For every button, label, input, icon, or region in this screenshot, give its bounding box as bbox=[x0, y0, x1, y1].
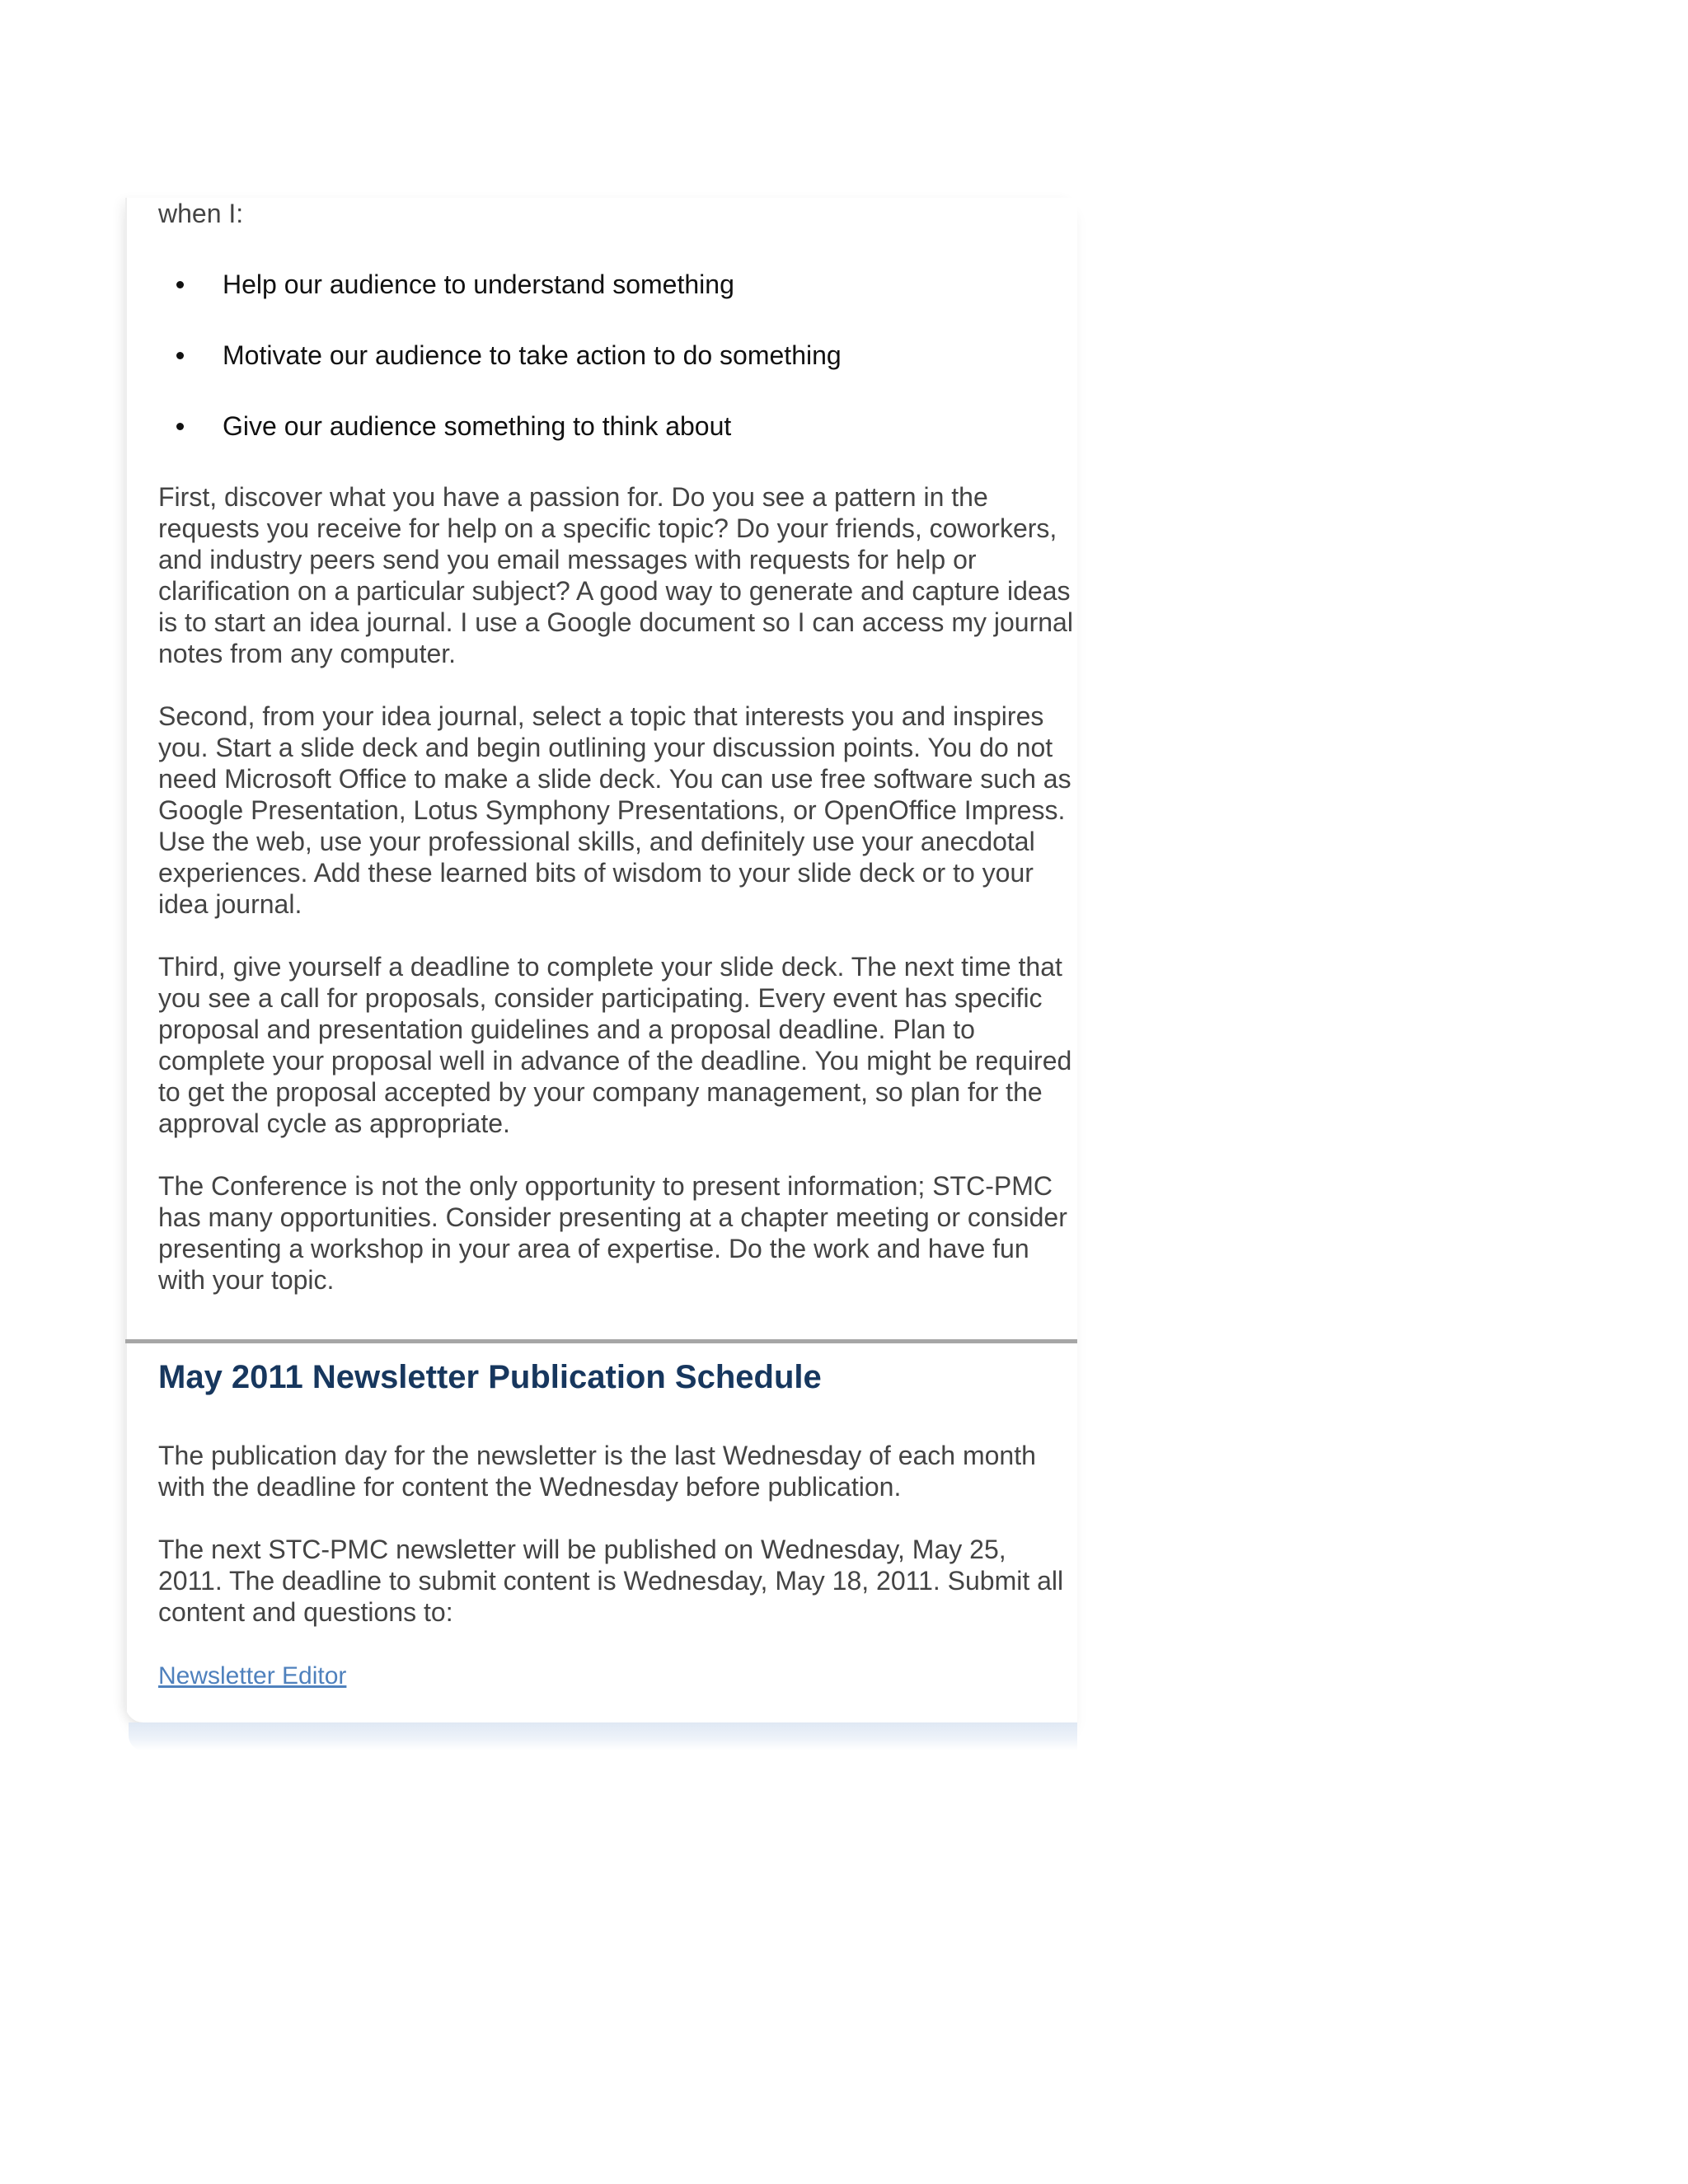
list-item bbox=[158, 340, 1073, 371]
bullet-icon bbox=[176, 423, 184, 430]
lead-text: when I: bbox=[158, 199, 244, 228]
article-body bbox=[158, 198, 1073, 1327]
newsletter-card bbox=[125, 198, 1077, 1722]
schedule-paragraph: The publication day for the newsletter is the last Wednesday of each month with the deadline for content the Wednesday before publication. bbox=[158, 1441, 1036, 1502]
section-divider bbox=[125, 1339, 1077, 1343]
list-item-text: Motivate our audience to take action to do something bbox=[223, 340, 842, 370]
paragraph-second: Second, from your idea journal, select a topic that interests you and inspires you. Start a slide deck and begin outlining your discussion points. You do not need Microsoft Office to make a slide deck. You can use free software such as Google Presentation, Lotus Symphony Presentations, or OpenOffice Impress. Use the web, use your professional skills, and definitely use your anecdotal experiences. Add these learned bits of wisdom to your slide deck or to your idea journal. bbox=[158, 701, 1071, 919]
card-bottom-shadow bbox=[129, 1722, 1077, 1750]
bullet-list bbox=[158, 269, 1073, 442]
list-item-text: Help our audience to understand something bbox=[223, 269, 734, 299]
paragraph-third: Third, give yourself a deadline to complete your slide deck. The next time that you see a call for proposals, consider participating. Every event has specific proposal and presentation guidelines and a proposal deadline. Plan to complete your proposal well in advance of the deadline. You might be required to get the proposal accepted by your company management, so plan for the approval cycle as appropriate. bbox=[158, 952, 1072, 1138]
paragraph-conference: The Conference is not the only opportunity to present information; STC-PMC has many opportunities. Consider presenting at a chapter meeting or consider presenting a workshop in your area of expertise. Do the work and have fun with your topic. bbox=[158, 1171, 1067, 1295]
list-item bbox=[158, 410, 1073, 442]
publication-schedule-section bbox=[158, 1356, 1073, 1692]
paragraph-first: First, discover what you have a passion for. Do you see a pattern in the requests you receive for help on a specific topic? Do your friends, coworkers, and industry peers send you email messages with requests for help or clarification on a particular subject? A good way to generate and capture ideas is to start an idea journal. I use a Google document so I can access my journal notes from any computer. bbox=[158, 482, 1073, 668]
bullet-icon bbox=[176, 281, 184, 288]
newsletter-editor-link[interactable]: Newsletter Editor bbox=[158, 1662, 347, 1690]
list-item-text: Give our audience something to think about bbox=[223, 411, 732, 441]
schedule-paragraph: The next STC-PMC newsletter will be published on Wednesday, May 25, 2011. The deadline to submit content is Wednesday, May 18, 2011. Submit all content and questions to: bbox=[158, 1535, 1064, 1627]
list-item bbox=[158, 269, 1073, 300]
section-heading: May 2011 Newsletter Publication Schedule bbox=[158, 1359, 822, 1395]
bullet-icon bbox=[176, 352, 184, 359]
